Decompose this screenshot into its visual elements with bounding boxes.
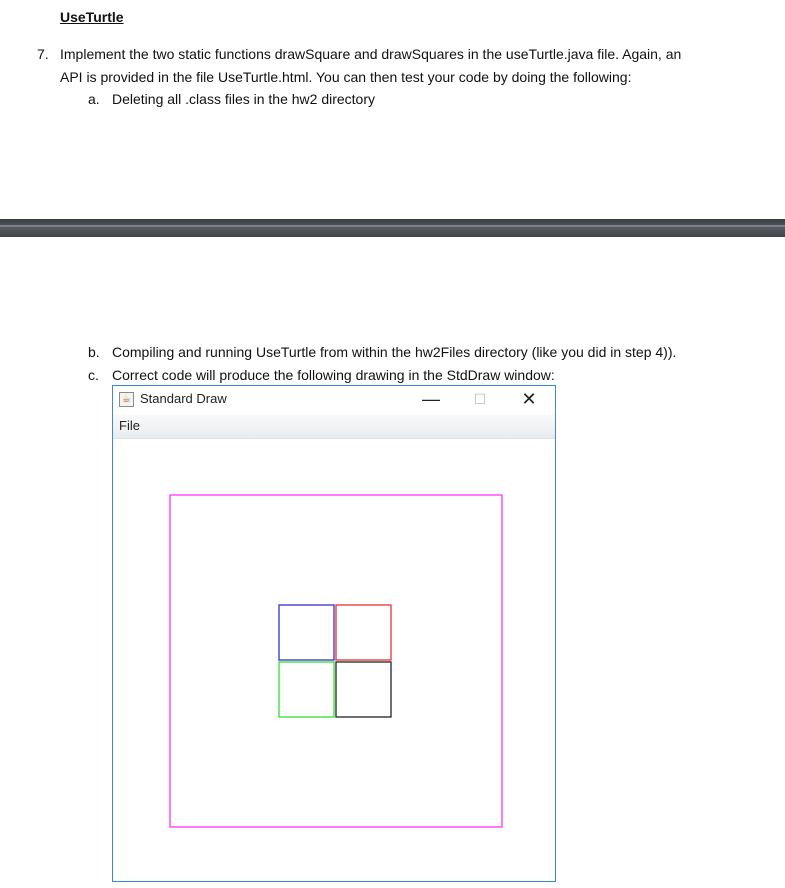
step-a-marker: a. — [88, 91, 100, 107]
step-b-text: Compiling and running UseTurtle from within the hw2Files directory (like you did in step 4)). — [112, 344, 677, 360]
drawing-canvas — [113, 439, 555, 881]
std-draw-window — [112, 385, 556, 882]
step-b-marker: b. — [88, 344, 100, 360]
step-c-text: Correct code will produce the following drawing in the StdDraw window: — [112, 367, 555, 383]
window-titlebar[interactable] — [113, 386, 555, 414]
page-divider — [0, 219, 785, 237]
item7-line2: API is provided in the file UseTurtle.html. You can then test your code by doing the following: — [60, 69, 632, 85]
green-square — [279, 662, 334, 717]
item-number: 7. — [37, 46, 49, 62]
red-square — [336, 605, 391, 660]
item7-line1: Implement the two static functions drawSquare and drawSquares in the useTurtle.java file. Again, an — [60, 46, 682, 62]
blue-square — [279, 605, 334, 660]
maximize-icon[interactable]: ☐ — [473, 391, 487, 407]
menu-bar — [113, 414, 555, 439]
window-title: Standard Draw — [140, 391, 227, 406]
outer-square — [170, 495, 502, 827]
step-a-text: Deleting all .class files in the hw2 directory — [112, 91, 376, 107]
menu-file[interactable]: File — [119, 418, 140, 433]
minimize-icon[interactable]: — — [422, 389, 440, 409]
java-app-icon: ☕ — [119, 392, 134, 407]
step-c-marker: c. — [88, 367, 99, 383]
black-square — [336, 662, 391, 717]
section-heading: UseTurtle — [60, 9, 124, 25]
close-icon[interactable]: ✕ — [521, 389, 537, 409]
